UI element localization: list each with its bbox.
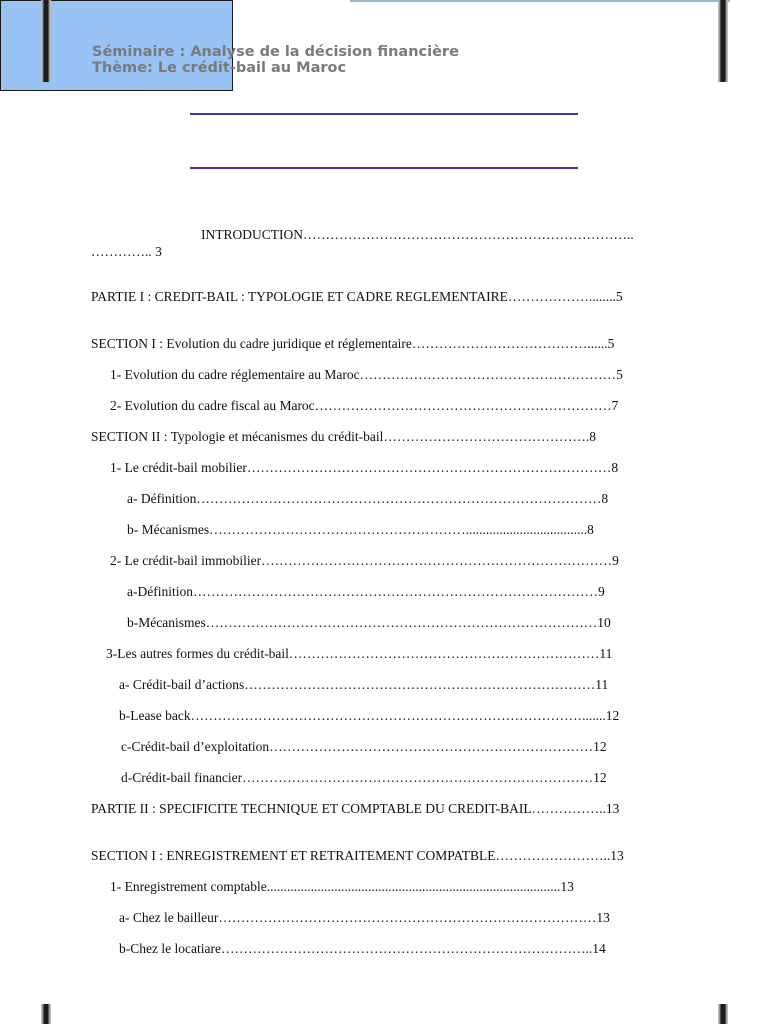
toc-entry: 1- Evolution du cadre réglementaire au Maroc…………………………………………………5 [110, 367, 623, 382]
toc-entry: SECTION I : ENREGISTREMENT ET RETRAITEMENT COMPATBLE……………………..13 [91, 848, 624, 863]
title-rule-1 [190, 113, 578, 115]
toc-entry: b-Mécanismes……………………………………………………………………………10 [127, 615, 611, 630]
toc-entry: b- Mécanismes…………………………………………………....................................8 [127, 522, 594, 537]
toc-entry: a-Définition………………………………………………………………………………9 [127, 584, 605, 599]
toc-entry: a- Définition………………………………………………………………………………8 [127, 491, 609, 506]
toc-entry: 3-Les autres formes du crédit-bail……………………………………………………………11 [106, 646, 613, 661]
document-header [92, 44, 459, 76]
seminar-title: Séminaire : Analyse de la décision financière [92, 44, 459, 60]
intro-line-1: INTRODUCTION……………………………………………………………….. [201, 227, 634, 242]
intro-line-2: ………….. 3 [91, 244, 162, 259]
toc-entry: b-Chez le locatiare………………………………………………………………………..14 [119, 941, 606, 956]
left-top-bar [41, 0, 51, 82]
toc-entry: SECTION I : Evolution du cadre juridique et réglementaire…………………………………......5 [91, 336, 615, 351]
toc-entry: a- Chez le bailleur…………………………………………………………………………13 [119, 910, 610, 925]
toc-entry: 2- Le crédit-bail immobilier……………………………………………………………………9 [110, 553, 619, 568]
title-rule-2 [190, 167, 578, 169]
toc-entry: SECTION II : Typologie et mécanismes du crédit-bail……………………………………….8 [91, 429, 596, 444]
top-border-line [350, 0, 730, 2]
right-bottom-bar [718, 1004, 728, 1024]
toc-entry: 1- Enregistrement comptable.......................................................................................13 [110, 879, 574, 894]
toc-entry: c-Crédit-bail d’exploitation………………………………………………………………12 [121, 739, 607, 754]
toc-entry: 2- Evolution du cadre fiscal au Maroc…………………………………………………………7 [110, 398, 619, 413]
toc-entry: d-Crédit-bail financier……………………………………………………………………12 [121, 770, 607, 785]
left-bottom-bar [41, 1004, 51, 1024]
toc-entry: 1- Le crédit-bail mobilier………………………………………………………………………8 [110, 460, 619, 475]
theme-title: Thème: Le crédit-bail au Maroc [92, 60, 347, 76]
toc-introduction [91, 226, 691, 260]
toc-entry: b-Lease back…………………………………………………………………………….......12 [119, 708, 620, 723]
toc-entry: PARTIE I : CREDIT-BAIL : TYPOLOGIE ET CADRE REGLEMENTAIRE………………........5 [91, 289, 623, 304]
toc-entry: PARTIE II : SPECIFICITE TECHNIQUE ET COMPTABLE DU CREDIT-BAIL……………..13 [91, 801, 620, 816]
toc-entry: a- Crédit-bail d’actions……………………………………………………………………11 [119, 677, 609, 692]
right-top-bar [718, 0, 728, 82]
